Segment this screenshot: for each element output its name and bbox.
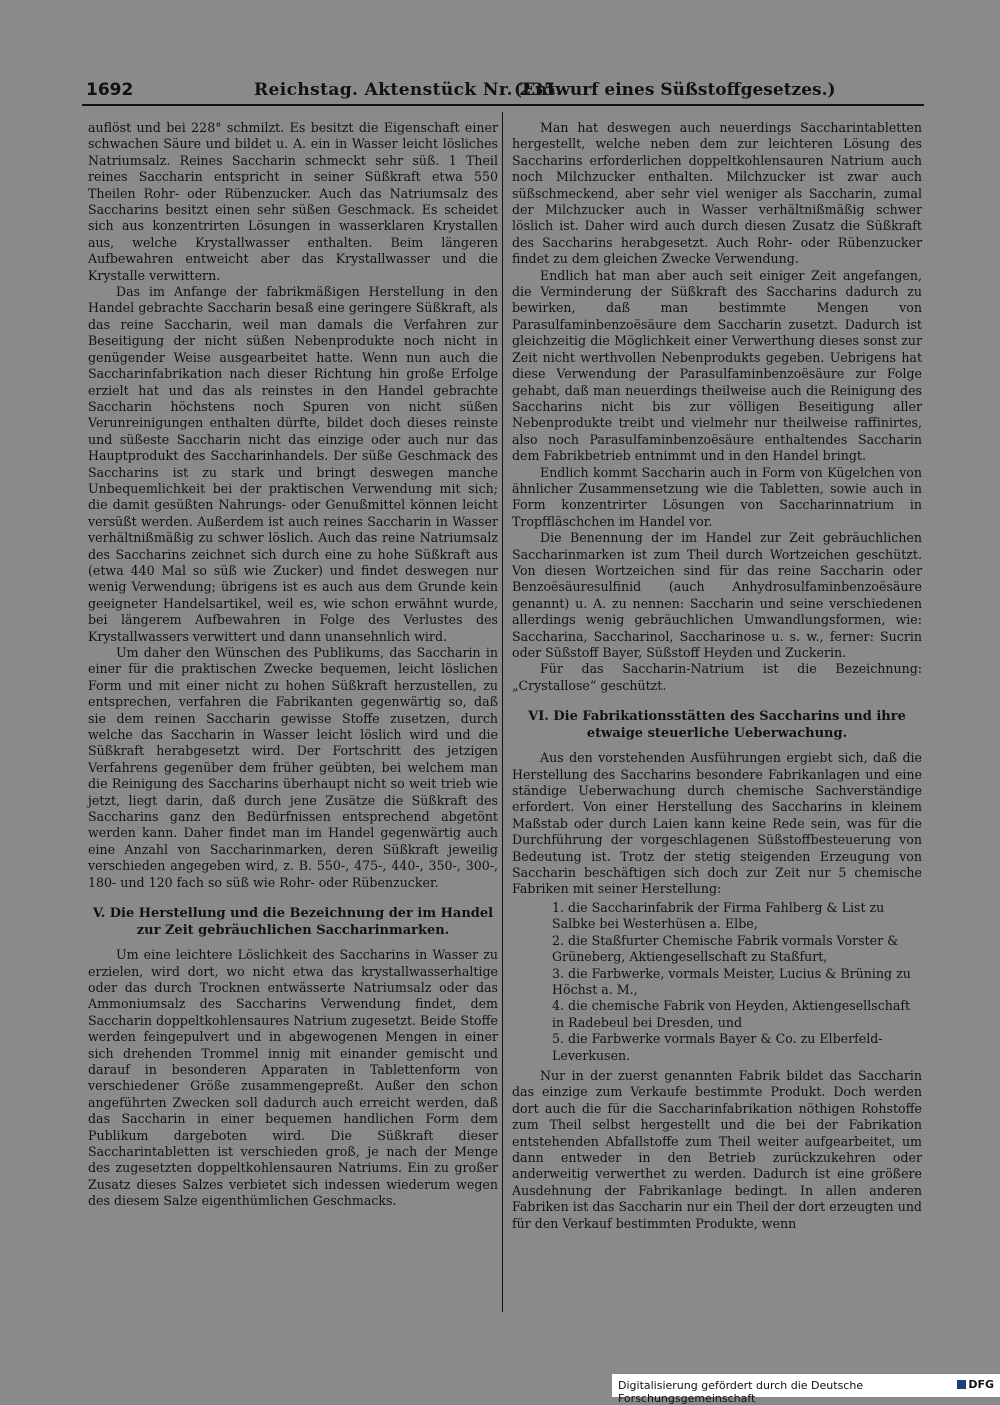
paragraph: Das im Anfange der fabrikmäßigen Herstellung in den Handel gebrachte Saccharin besaß eine geringere Süßkraft, als das reine Saccharin, weil man damals die Verfahren zur Beseitigung der nicht süßen Nebenprodukte noch nicht in genügender Weise ausgearbeitet hatte. Wenn nun auch die Saccharinfabrikation nach dieser Richtung hin große Erfolge erzielt hat und das als reinstes in den Handel gebrachte Saccharin höchstens noch Spuren von nicht süßen Verunreinigungen enthalten dürfte, bildet doch dieses reinste und süßeste Saccharin nicht das einzige oder auch nur das Hauptprodukt des Saccharinhandels. Der süße Geschmack des Saccharins ist zu stark und bringt deswegen manche Unbequemlichkeit bei der praktischen Verwendung mit sich; die damit gesüßten Nahrungs- oder Genußmittel können leicht versüßt werden. Außerdem ist auch reines Saccharin in Wasser verhältnißmäßig zu schwer löslich. Auch das reine Natriumsalz des Saccharins zeichnet sich durch eine zu hohe Süßkraft aus (etwa 440 Mal so süß wie Zucker) und findet deswegen nur wenig Verwendung; übrigens ist es auch aus dem Grunde kein geeigneter Handelsartikel, weil es, wie schon erwähnt wurde, bei längerem Aufbewahren in Folge des Verlustes des Krystallwassers verwittert und dann unansehnlich wird. bbox=[88, 284, 498, 644]
paragraph: Endlich kommt Saccharin auch in Form von Kügelchen von ähnlicher Zusammensetzung wie die Tabletten, sowie auch in Form konzentrirter Lösungen von Saccharinnatrium in Tropffläschchen im Handel vor. bbox=[512, 464, 922, 529]
factory-list bbox=[512, 900, 922, 1064]
paragraph: Um eine leichtere Löslichkeit des Saccharins in Wasser zu erzielen, wird dort, wo nicht etwa das krystallwasserhaltige oder das durch Trocknen entwässerte Natriumsalz oder das Ammoniumsalz des Saccharins Verwendung findet, dem Saccharin doppeltkohlensaures Natrium zugesetzt. Beide Stoffe werden feingepulvert und in abgewogenen Mengen in einer sich drehenden Trommel innig mit einander gemischt und darauf in besonderen Apparaten in Tablettenform von verschiedener Größe zusammengepreßt. Außer den schon angeführten Zwecken soll dadurch auch erreicht werden, daß das Saccharin in einer bequemen handlichen Form dem Publikum dargeboten wird. Die Süßkraft dieser Saccharintabletten ist verschieden groß, je nach der Menge des zugesetzten doppeltkohlensauren Natriums. Ein zu großer Zusatz dieses Salzes verbietet sich indessen wiederum wegen des diesem Salze eigenthümlichen Geschmacks. bbox=[88, 947, 498, 1209]
list-item: 5. die Farbwerke vormals Bayer & Co. zu Elberfeld-Leverkusen. bbox=[552, 1031, 883, 1063]
header-subtitle: (Entwurf eines Süßstoffgesetzes.) bbox=[514, 80, 836, 100]
dfg-logo-text: DFG bbox=[968, 1378, 994, 1391]
dfg-logo-icon bbox=[957, 1380, 966, 1389]
list-item: 2. die Staßfurter Chemische Fabrik vormals Vorster & Grüneberg, Aktiengesellschaft zu Staßfurt, bbox=[552, 932, 899, 965]
left-column bbox=[88, 120, 498, 1210]
dfg-logo bbox=[957, 1378, 994, 1391]
list-item: 4. die chemische Fabrik von Heyden, Aktiengesellschaft in Radebeul bei Dresden, und bbox=[552, 998, 911, 1030]
column-separator bbox=[502, 112, 503, 1312]
paragraph: Um daher den Wünschen des Publikums, das Saccharin in einer für die praktischen Zwecke bequemen, leicht löslichen Form und mit einer nicht zu hohen Süßkraft herzustellen, zu entsprechen, verfahren die Fabrikanten gegenwärtig so, daß sie dem reinen Saccharin gewisse Stoffe zusetzen, durch welche das Saccharin in Wasser leicht löslich wird und die Süßkraft herabgesetzt wird. Der Fortschritt des jetzigen Verfahrens gegenüber dem früher geübten, bei welchem man die Reinigung des Saccharins überhaupt nicht so weit trieb wie jetzt, liegt darin, daß durch jene Zusätze die Süßkraft des Saccharins ganz den Bedürfnissen entsprechend abgetönt werden kann. Daher findet man im Handel gegenwärtig auch eine Anzahl von Saccharinmarken, deren Süßkraft jeweilig verschieden angegeben wird, z. B. 550-, 475-, 440-, 350-, 300-, 180- und 120 fach so süß wie Rohr- oder Rübenzucker. bbox=[88, 645, 498, 890]
right-column bbox=[512, 120, 922, 1232]
header-title: Reichstag. Aktenstück Nr. 235. bbox=[254, 80, 563, 100]
footer-text: Digitalisierung gefördert durch die Deutsche Forschungsgemeinschaft bbox=[618, 1379, 864, 1405]
paragraph: Aus den vorstehenden Ausführungen ergiebt sich, daß die Herstellung des Saccharins besondere Fabrikanlagen und eine ständige Ueberwachung durch chemische Sachverständige erfordert. Von einer Herstellung des Saccharins in kleinem Maßstab oder durch Laien kann keine Rede sein, was für die Durchführung der vorgeschlagenen Süßstoffbesteuerung von Bedeutung ist. Trotz der stetig steigenden Erzeugung von Saccharin beschäftigen sich doch zur Zeit nur 5 chemische Fabriken mit seiner Herstellung: bbox=[512, 750, 922, 897]
list-item: 1. die Saccharinfabrik der Firma Fahlberg & List zu Salbke bei Westerhüsen a. Elbe, bbox=[552, 899, 885, 932]
paragraph: Die Benennung der im Handel zur Zeit gebräuchlichen Saccharinmarken ist zum Theil durch Wortzeichen geschützt. Von diesen Wortzeichen sind für das reine Saccharin oder Benzoësäuresulfinid (auch Anhydrosulfaminbenzoësäure genannt) u. A. zu nennen: Saccharin und seine verschiedenen allerdings wenig gebräuchlichen Umwandlungsformen, wie: Saccharina, Saccharinol, Saccharinose u. s. w., ferner: Sucrin oder Süßstoff Bayer, Süßstoff Heyden und Zuckerin. bbox=[512, 530, 922, 660]
paragraph: Man hat deswegen auch neuerdings Saccharintabletten hergestellt, welche neben dem zur leichteren Lösung des Saccharins erforderlichen doppeltkohlensauren Natrium auch noch Milchzucker enthalten. Milchzucker ist zwar auch süßschmeckend, aber sehr viel weniger als Saccharin, zumal der Milchzucker auch in Wasser verhältnißmäßig schwer löslich ist. Daher wird auch durch diesen Zusatz die Süßkraft des Saccharins herabgesetzt. Auch Rohr- oder Rübenzucker findet zu dem gleichen Zwecke Verwendung. bbox=[512, 120, 922, 267]
funding-footer bbox=[612, 1374, 1000, 1405]
list-item: 3. die Farbwerke, vormals Meister, Lucius & Brüning zu Höchst a. M., bbox=[552, 965, 911, 997]
paragraph: Nur in der zuerst genannten Fabrik bildet das Saccharin das einzige zum Verkaufe bestimmte Produkt. Doch werden dort auch die für die Saccharinfabrikation nöthigen Rohstoffe zum Theil selbst hergestellt und die bei der Fabrikation entstehenden Abfallstoffe zum Theil weiter aufgearbeitet, um dann entweder in den Betrieb zurückzukehren oder anderweitig verwerthet zu werden. Dadurch ist eine größere Ausdehnung der Fabrikanlage bedingt. In allen anderen Fabriken ist das Saccharin nur ein Theil der dort erzeugten und für den Verkauf bestimmten Produkte, wenn bbox=[512, 1067, 922, 1231]
page-number: 1692 bbox=[86, 80, 134, 100]
header-rule bbox=[82, 104, 924, 106]
page-header bbox=[82, 74, 924, 104]
paragraph: Für das Saccharin-Natrium ist die Bezeichnung: „Crystallose“ geschützt. bbox=[512, 661, 922, 693]
section-heading-vi: VI. Die Fabrikationsstätten des Saccharins und ihre etwaige steuerliche Ueberwachung. bbox=[528, 709, 906, 742]
section-heading-v: V. Die Herstellung und die Bezeichnung der im Handel zur Zeit gebräuchlichen Saccharinmarken. bbox=[92, 906, 494, 939]
paragraph: auflöst und bei 228° schmilzt. Es besitzt die Eigenschaft einer schwachen Säure und bildet u. A. ein in Wasser leicht lösliches Natriumsalz. Reines Saccharin schmeckt sehr süß. 1 Theil reines Saccharin entspricht in seiner Süßkraft etwa 550 Theilen Rohr- oder Rübenzucker. Auch das Natriumsalz des Saccharins besitzt einen sehr süßen Geschmack. Es scheidet sich aus konzentrirten Lösungen in wasserklaren Krystallen aus, welche Krystallwasser enthalten. Beim längeren Aufbewahren entweicht aber das Krystallwasser und die Krystalle verwittern. bbox=[88, 120, 498, 283]
paragraph: Endlich hat man aber auch seit einiger Zeit angefangen, die Verminderung der Süßkraft des Saccharins dadurch zu bewirken, daß man bestimmte Mengen von Parasulfaminbenzoësäure dem Saccharin zusetzt. Dadurch ist gleichzeitig die Möglichkeit einer Verwerthung dieses sonst zur Zeit nicht werthvollen Nebenprodukts gegeben. Uebrigens hat diese Verwendung der Parasulfaminbenzoësäure zur Folge gehabt, daß man neuerdings theilweise auch die Reinigung des Saccharins nicht bis zur völligen Beseitigung aller Nebenprodukte treibt und vielmehr nur theilweise raffinirtes, also noch Parasulfaminbenzoësäure enthaltendes Saccharin dem Fabrikbetrieb entnimmt und in den Handel bringt. bbox=[512, 267, 922, 464]
